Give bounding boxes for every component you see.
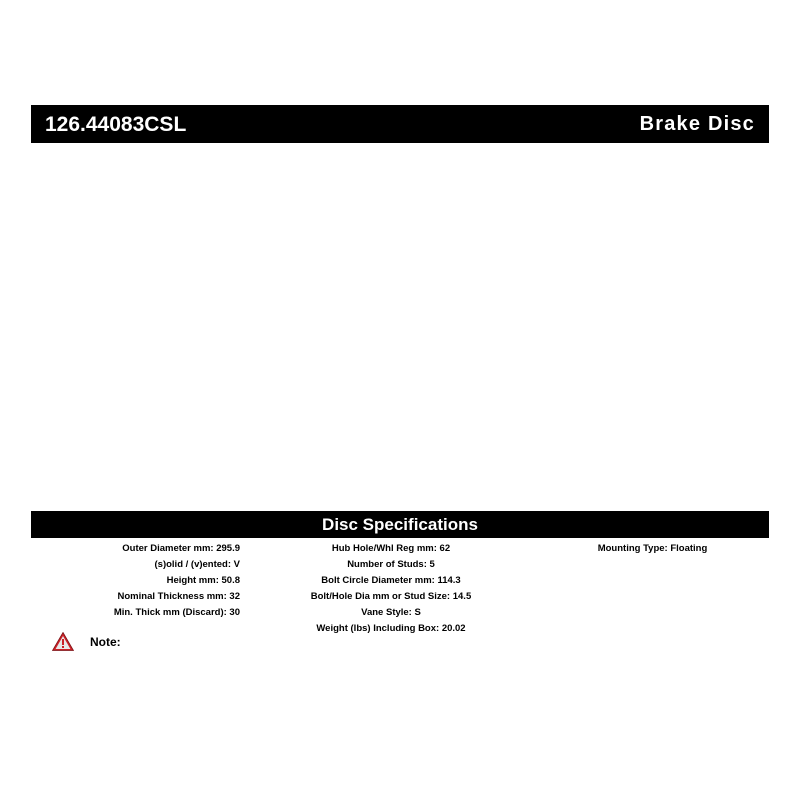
note-label: Note: bbox=[90, 634, 121, 649]
disc-specifications-title: Disc Specifications bbox=[322, 515, 478, 534]
spec-row: Nominal Thickness mm: 32 bbox=[117, 591, 240, 602]
spec-row: Hub Hole/Whl Reg mm: 62 bbox=[331, 543, 451, 554]
warning-triangle-icon bbox=[52, 632, 74, 651]
spec-row: Height mm: 50.8 bbox=[166, 575, 240, 586]
spec-column-middle bbox=[246, 541, 536, 637]
product-type: Brake Disc bbox=[639, 113, 755, 135]
product-header-bar bbox=[31, 105, 769, 143]
spec-column-left bbox=[31, 541, 246, 621]
spec-row: (s)olid / (v)ented: V bbox=[154, 559, 240, 570]
specifications-table bbox=[31, 541, 769, 637]
spec-row: Bolt/Hole Dia mm or Stud Size: 14.5 bbox=[310, 591, 472, 602]
note-row bbox=[52, 632, 127, 651]
product-image-area bbox=[31, 150, 769, 502]
disc-specifications-bar bbox=[31, 511, 769, 538]
spec-row: Number of Studs: 5 bbox=[347, 559, 435, 570]
part-number: 126.44083CSL bbox=[45, 112, 187, 136]
spec-row: Vane Style: S bbox=[361, 607, 421, 618]
spec-row: Bolt Circle Diameter mm: 114.3 bbox=[321, 575, 461, 586]
spec-column-right bbox=[536, 541, 769, 557]
spec-row: Mounting Type: Floating bbox=[597, 543, 708, 554]
spec-row: Min. Thick mm (Discard): 30 bbox=[113, 607, 240, 618]
spec-row: Weight (lbs) Including Box: 20.02 bbox=[316, 623, 466, 634]
spec-row: Outer Diameter mm: 295.9 bbox=[122, 543, 240, 554]
